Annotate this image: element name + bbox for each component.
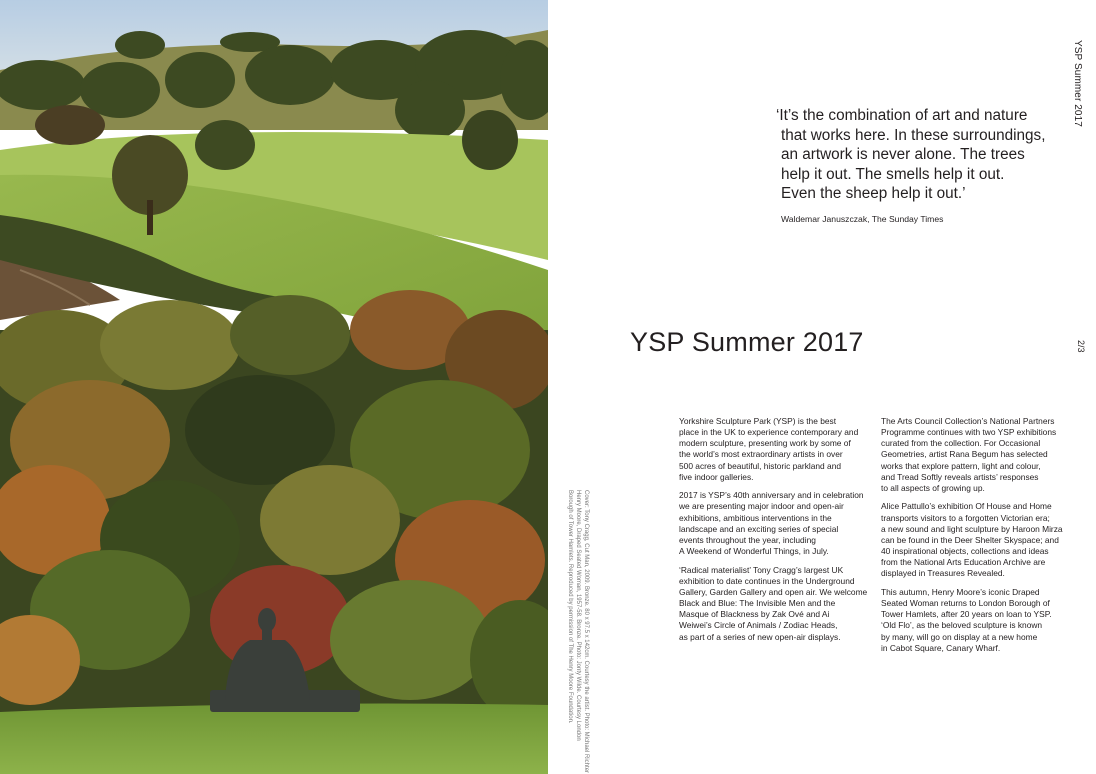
- text-line: 500 acres of beautiful, historic parkland and: [679, 460, 842, 471]
- body-column-left: [679, 416, 875, 650]
- text-line: The Arts Council Collection’s National Partners: [881, 416, 1055, 426]
- text-line: as part of a series of new open-air displays.: [679, 631, 841, 642]
- text-line: transports visitors to a forgotten Victorian era;: [881, 512, 1050, 523]
- quote-line: Even the sheep help it out.’: [781, 185, 966, 203]
- text-line: in Cabot Square, Canary Wharf.: [881, 642, 1001, 653]
- pull-quote: [776, 106, 1066, 224]
- text-line: Alice Pattullo’s exhibition Of House and Home: [881, 501, 1052, 512]
- text-line: 2017 is YSP’s 40th anniversary and in celebration: [679, 490, 864, 501]
- quote-attribution: Waldemar Januszczak, The Sunday Times: [781, 213, 944, 224]
- paragraph: [881, 587, 1077, 654]
- text-line: Weiwei’s Circle of Animals / Zodiac Heads,: [679, 620, 838, 631]
- text-line: the world’s most extraordinary artists in over: [679, 449, 843, 460]
- text-line: from the National Arts Education Archive are: [881, 557, 1046, 568]
- running-head: YSP Summer 2017: [1072, 40, 1083, 127]
- text-line: to all aspects of growing up.: [881, 482, 985, 493]
- text-line: works that explore pattern, light and colour,: [881, 460, 1041, 471]
- page-title: YSP Summer 2017: [630, 327, 864, 357]
- text-line: place in the UK to experience contemporary and: [679, 427, 859, 438]
- photo-credit: [566, 490, 590, 774]
- quote-line: ‘It’s the combination of art and nature: [776, 107, 1028, 124]
- text-line: Seated Woman returns to London Borough of: [881, 598, 1050, 609]
- credit-line: Henry Moore, Draped Seated Woman, 1957-58. Bronze. Photo: Jonty Wilde. Courtesy London: [575, 490, 581, 741]
- text-line: can be found in the Deer Shelter Skyspace; and: [881, 534, 1059, 545]
- text-line: modern sculpture, presenting work by some of: [679, 438, 851, 449]
- text-line: A Weekend of Wonderful Things, in July.: [679, 546, 829, 557]
- body-column-right: [881, 416, 1077, 661]
- text-line: exhibitions, ambitious interventions in the: [679, 512, 832, 523]
- quote-line: an artwork is never alone. The trees: [781, 146, 1025, 164]
- text-line: ‘Old Flo’, as the beloved sculpture is known: [881, 620, 1043, 631]
- text-line: curated from the collection. For Occasional: [881, 438, 1041, 449]
- foreground-lawn: [0, 704, 548, 774]
- credit-line: Borough of Tower Hamlets. Reproduced by permission of The Henry Moore Foundation.: [567, 490, 573, 724]
- text-line: Programme continues with two YSP exhibitions: [881, 427, 1057, 438]
- text-line: Yorkshire Sculpture Park (YSP) is the best: [679, 416, 837, 426]
- text-line: landscape and an exciting series of special: [679, 523, 839, 534]
- text-line: Tower Hamlets, after 20 years on loan to YSP.: [881, 609, 1052, 620]
- text-line: five indoor galleries.: [679, 471, 754, 482]
- quote-line: that works here. In these surroundings,: [781, 126, 1046, 144]
- text-line: and Tread Softly reveals artists’ responses: [881, 471, 1039, 482]
- text-line: This autumn, Henry Moore’s iconic Draped: [881, 586, 1040, 597]
- page-number: 2/3: [1076, 340, 1086, 353]
- text-line: Geometries, artist Rana Begum has selected: [881, 449, 1048, 460]
- text-line: events throughout the year, including: [679, 534, 816, 545]
- text-line: Black and Blue: The Invisible Men and the: [679, 598, 836, 609]
- text-line: Masque of Blackness by Zak Ové and Ai: [679, 609, 830, 620]
- text-line: Gallery, Garden Gallery and open air. We welcome: [679, 586, 868, 597]
- text-line: exhibition to date continues in the Underground: [679, 575, 855, 586]
- paragraph: [679, 416, 875, 483]
- text-line: we are presenting major indoor and open-air: [679, 501, 844, 512]
- quote-line: help it out. The smells help it out.: [781, 165, 1005, 183]
- paragraph: [881, 416, 1077, 494]
- credit-line: Cover: Tony Cragg, Cut Man, 2009. Bronze. 80 x 97.5 x 142cm. Courtesy the artist. Photo: Michael Richter: [583, 490, 589, 774]
- text-line: displayed in Treasures Revealed.: [881, 568, 1005, 579]
- paragraph: [679, 490, 875, 557]
- text-line: ‘Radical materialist’ Tony Cragg’s largest UK: [679, 564, 844, 575]
- text-line: 40 inspirational objects, collections and ideas: [881, 546, 1049, 557]
- text-line: by many, will go on display at a new home: [881, 631, 1038, 642]
- text-line: a new sound and light sculpture by Haroon Mirza: [881, 523, 1063, 534]
- paragraph: [881, 501, 1077, 579]
- paragraph: [679, 565, 875, 643]
